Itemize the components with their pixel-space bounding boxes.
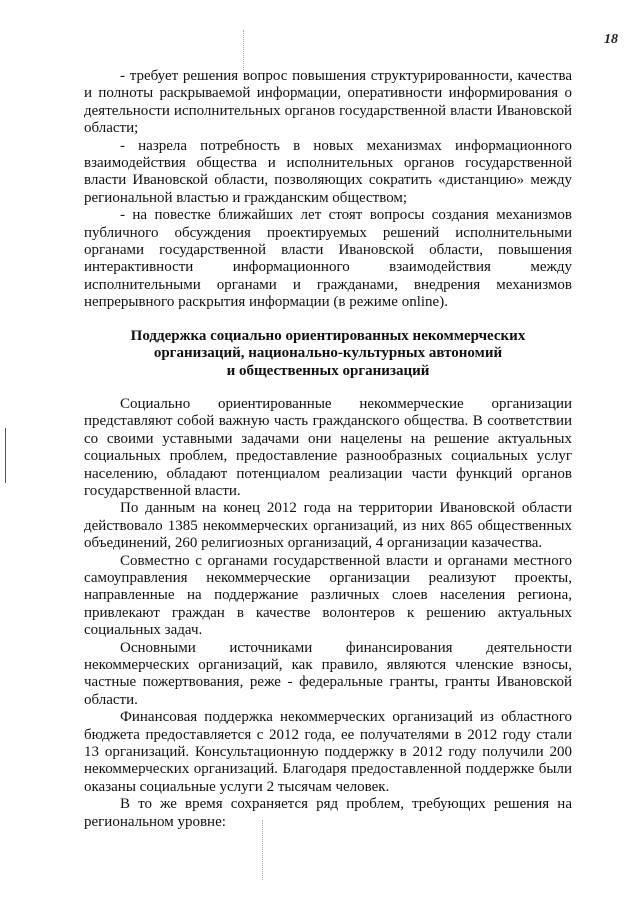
section-heading-line: Поддержка социально ориентированных некоммерческих: [130, 327, 526, 344]
body-paragraph: Социально ориентированные некоммерческие организации представляют собой важную часть гражданского общества. В соответствии со своими уставными задачами они нацелены на решение актуальных социальных проблем, предоставление разнообразных социальных услуг населению, обладают потенциалом реализации части функций органов государственной власти.: [84, 395, 572, 499]
margin-line: [5, 428, 6, 483]
fold-mark-top: [243, 30, 245, 70]
body-paragraph: Финансовая поддержка некоммерческих организаций из областного бюджета предоставляется с 2012 года, ее получателями в 2012 году стали 13 организаций. Консультационную поддержку в 2012 году получили 200 некоммерческих организаций. Благодаря предоставленной поддержке были оказаны социальные услуги 2 тысячам человек.: [84, 709, 572, 795]
document-body: [84, 68, 572, 831]
section-heading-line: организаций, национально-культурных автономий: [153, 345, 503, 362]
body-paragraph: В то же время сохраняется ряд проблем, требующих решения на региональном уровне:: [84, 796, 572, 830]
section-heading-line: и общественных организаций: [226, 362, 430, 379]
bullet-paragraph: - требует решения вопрос повышения структурированности, качества и полноты раскрываемой информации, оперативности информирования о деятельности исполнительных органов государственной власти Ивановской области;: [84, 68, 572, 137]
section-heading: [84, 328, 572, 380]
body-paragraph: По данным на конец 2012 года на территории Ивановской области действовало 1385 некоммерческих организаций, из них 865 общественных объединений, 260 религиозных организаций, 4 организации казачества.: [84, 500, 572, 552]
page-number: 18: [604, 32, 618, 47]
body-paragraph: Основными источниками финансирования деятельности некоммерческих организаций, как правило, являются членские взносы, частные пожертвования, реже - федеральные гранты, гранты Ивановской области.: [84, 639, 572, 708]
bullet-paragraph: - на повестке ближайших лет стоят вопросы создания механизмов публичного обсуждения проектируемых решений исполнительными органами государственной власти Ивановской области, повышения интерактивности информационного взаимодействия между исполнительными органами и гражданами, внедрения механизмов непрерывного раскрытия информации (в режиме online).: [84, 207, 572, 311]
body-paragraph: Совместно с органами государственной власти и органами местного самоуправления некоммерческие организации реализуют проекты, направленные на поддержание различных слоев населения региона, привлекают граждан в качестве волонтеров к решению актуальных социальных задач.: [84, 552, 572, 639]
bullet-paragraph: - назрела потребность в новых механизмах информационного взаимодействия общества и исполнительных органов государственной власти Ивановской области, позволяющих сократить «дистанцию» между региональной властью и гражданским обществом;: [84, 137, 572, 206]
